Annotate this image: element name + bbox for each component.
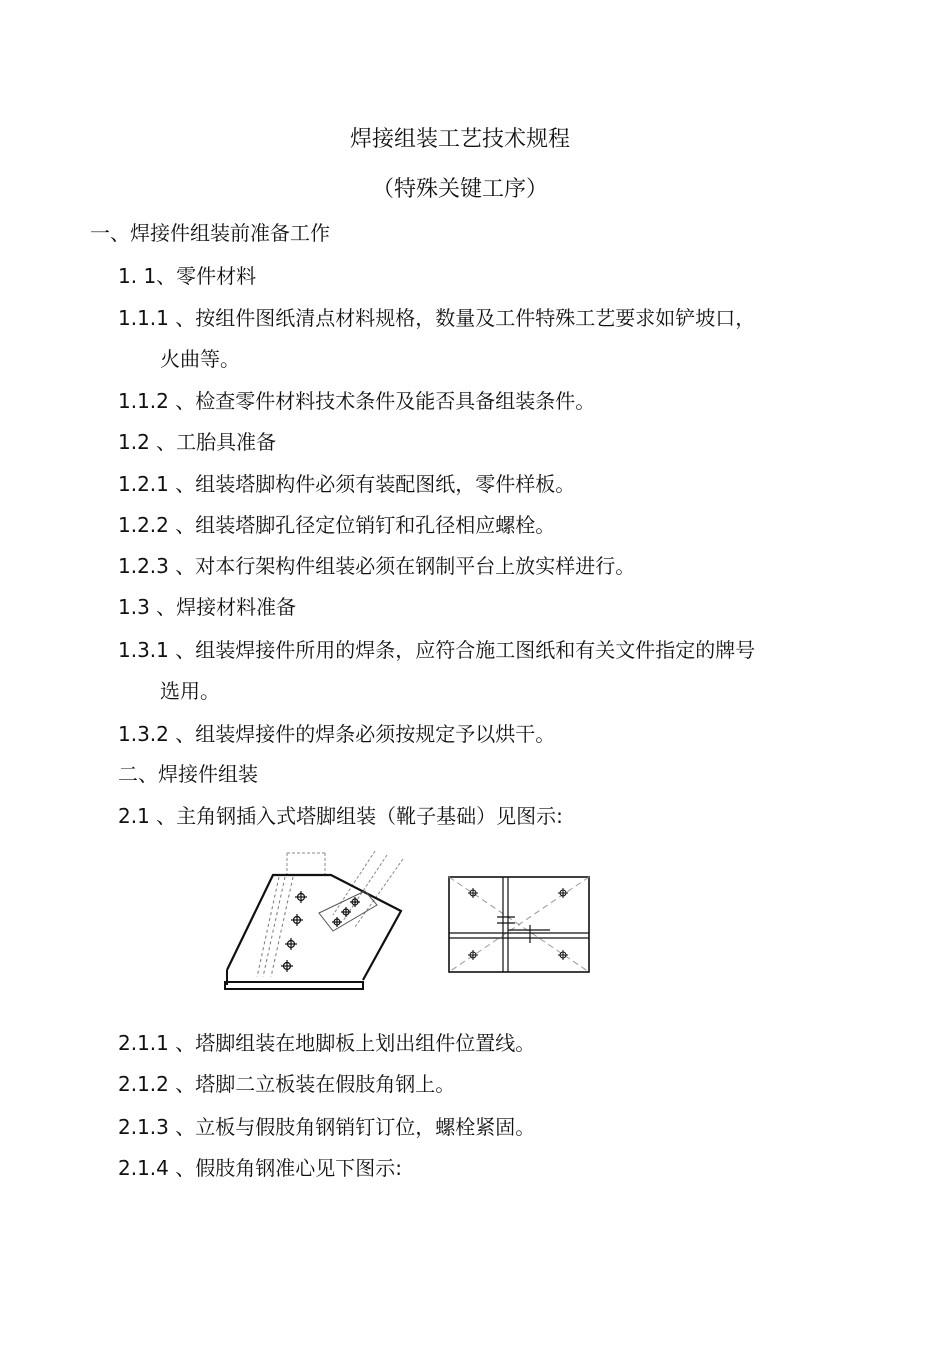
paragraph-line: 2.1.2 、塔脚二立板装在假肢角钢上。 [118, 1072, 456, 1096]
paragraph-line: 2.1.4 、假肢角钢准心见下图示: [118, 1156, 402, 1180]
paragraph-line: 火曲等。 [160, 347, 240, 371]
section-heading: 二、焊接件组装 [118, 762, 258, 786]
paragraph-line: 1.2.3 、对本行架构件组装必须在钢制平台上放实样进行。 [118, 554, 636, 578]
paragraph-line: 1.1.2 、检查零件材料技术条件及能否具备组装条件。 [118, 389, 596, 413]
subsection-heading: 1. 1、零件材料 [118, 264, 257, 288]
subsection-heading: 1.3 、焊接材料准备 [118, 595, 297, 619]
paragraph-line: 1.1.1 、按组件图纸清点材料规格，数量及工件特殊工艺要求如铲坡口， [118, 306, 756, 330]
tower-foot-side-figure [215, 845, 415, 1000]
paragraph-line: 选用。 [160, 679, 220, 703]
section-heading: 一、焊接件组装前准备工作 [90, 221, 330, 245]
paragraph-line: 1.3.2 、组装焊接件的焊条必须按规定予以烘干。 [118, 722, 556, 746]
paragraph-line: 1.2.2 、组装塔脚孔径定位销钉和孔径相应螺栓。 [118, 513, 556, 537]
paragraph-line: 1.3.1 、组装焊接件所用的焊条，应符合施工图纸和有关文件指定的牌号 [118, 638, 756, 662]
document-title: 焊接组装工艺技术规程 [349, 127, 570, 152]
document-subtitle: （特殊关键工序） [371, 177, 548, 202]
subsection-heading: 1.2 、工胎具准备 [118, 430, 277, 454]
paragraph-line: 1.2.1 、组装塔脚构件必须有装配图纸，零件样板。 [118, 472, 576, 496]
base-plate-top-figure [445, 873, 595, 977]
paragraph-line: 2.1 、主角钢插入式塔脚组装（靴子基础）见图示: [118, 804, 563, 828]
paragraph-line: 2.1.3 、立板与假肢角钢销钉订位，螺栓紧固。 [118, 1115, 536, 1139]
paragraph-line: 2.1.1 、塔脚组装在地脚板上划出组件位置线。 [118, 1031, 536, 1055]
